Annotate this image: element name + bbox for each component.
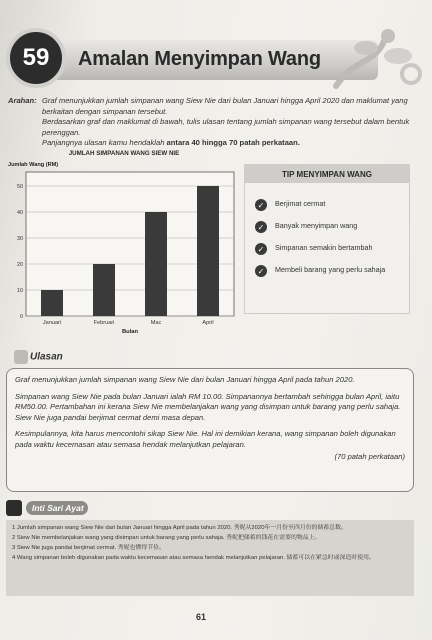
check-icon: ✓ <box>255 221 267 233</box>
word-count: (70 patah perkataan) <box>334 452 405 461</box>
inti-sari-heading <box>6 500 88 516</box>
y-tick-label: 30 <box>17 236 23 242</box>
chart-canvas <box>6 158 242 344</box>
instructions-line-3 <box>42 138 418 149</box>
ulasan-paragraph-3: Kesimpulannya, kita harus mencontohi sikap Siew Nie. Hal ini demikian kerana, wang simpanan boleh digunakan pada waktu kecemasan atau semasa hendak melanjutkan pelajaran. <box>15 429 396 449</box>
y-tick-label: 0 <box>20 314 23 320</box>
decorative-sprout-icon <box>316 26 426 92</box>
word-count-requirement: antara 40 hingga 70 patah perkataan. <box>166 138 300 147</box>
x-tick-label: Februari <box>93 320 115 326</box>
tip-text: Berjimat cermat <box>275 199 326 208</box>
check-icon: ✓ <box>255 199 267 211</box>
inti-sari-row: 2 Siew Nie membelanjakan wang yang disimpan untuk barang yang perlu sahaja. 秀妮把储蓄的钱花在需要的物品上。 <box>12 535 321 541</box>
page-number: 61 <box>196 612 207 622</box>
instructions-line-3-text: Panjangnya ulasan kamu hendaklah <box>42 138 167 147</box>
tips-heading: TIP MENYIMPAN WANG <box>245 165 409 183</box>
header-banner <box>0 26 432 88</box>
tip-text: Simpanan semakin bertambah <box>275 243 373 252</box>
bar <box>93 264 115 316</box>
y-axis-label: Jumlah Wang (RM) <box>8 162 59 168</box>
chart-title: JUMLAH SIMPANAN WANG SIEW NIE <box>68 150 180 157</box>
instructions-line-2: Berdasarkan graf dan maklumat di bawah, tulis ulasan tentang jumlah simpanan wang tersebut dalam bentuk perenggan. <box>42 117 410 137</box>
ulasan-paragraph-1: Graf menunjukkan jumlah simpanan wang Siew Nie dari bulan Januari hingga April pada tahun 2020. <box>15 375 355 384</box>
y-tick-label: 50 <box>17 184 23 190</box>
inti-sari-row: 3 Siew Nie juga pandai berjimat cermat. 秀妮也懂得节俭。 <box>12 545 165 551</box>
ulasan-heading <box>14 350 63 364</box>
x-tick-label: April <box>202 320 214 326</box>
page-title: Amalan Menyimpan Wang <box>78 48 321 70</box>
inti-sari-row: 4 Wang simpanan boleh digunakan pada waktu kecemasan atau semasa hendak melanjutkan pelajaran. 储蓄可以在紧急时或深造时使用。 <box>12 555 375 561</box>
exercise-number-badge: 59 <box>6 28 66 88</box>
y-tick-label: 20 <box>17 262 23 268</box>
tip-item <box>255 221 405 233</box>
instructions-line-1: Graf menunjukkan jumlah simpanan wang Siew Nie dari bulan Januari hingga April 2020 dan maklumat yang berkaitan dengan simpanan tersebut. <box>42 96 408 116</box>
inti-sari-row: 1 Jumlah simpanan wang Siew Nie dari bulan Januari hingga April pada tahun 2020. 秀妮从2020年一月份至四月份的储蓄总数。 <box>12 525 347 531</box>
book-icon <box>6 500 22 516</box>
tip-item <box>255 265 405 277</box>
instructions-label: Arahan: <box>8 96 37 105</box>
savings-chart <box>6 150 242 346</box>
ulasan-paragraph-2: Simpanan wang Siew Nie pada bulan Januari ialah RM 10.00. Simpanannya bertambah sehingga bulan April, iaitu RM50.00. Pertambahan ini kerana Siew Nie membelanjakan wang yang disimpan untuk barang yang perlu sahaja. Siew Nie juga pandai berjimat cermat demi masa depan. <box>15 391 401 422</box>
bar <box>41 290 63 316</box>
tip-item <box>255 243 405 255</box>
check-icon: ✓ <box>255 243 267 255</box>
x-axis-label: Bulan <box>121 329 139 335</box>
inti-sari-box <box>6 520 414 596</box>
tip-text: Banyak menyimpan wang <box>275 221 358 230</box>
pencil-icon <box>14 350 28 364</box>
bar <box>145 212 167 316</box>
inti-sari-heading-text: Inti Sari Ayat <box>26 501 88 515</box>
tips-panel <box>244 164 410 314</box>
instructions <box>8 96 418 149</box>
ulasan-box <box>6 368 414 492</box>
x-tick-label: Mac <box>150 320 162 326</box>
x-tick-label: Januari <box>42 320 62 326</box>
ulasan-heading-text: Ulasan <box>30 351 63 363</box>
bar <box>197 186 219 316</box>
y-tick-label: 40 <box>17 210 23 216</box>
tip-text: Membeli barang yang perlu sahaja <box>275 265 386 274</box>
tip-item <box>255 199 405 211</box>
y-tick-label: 10 <box>17 288 23 294</box>
check-icon: ✓ <box>255 265 267 277</box>
